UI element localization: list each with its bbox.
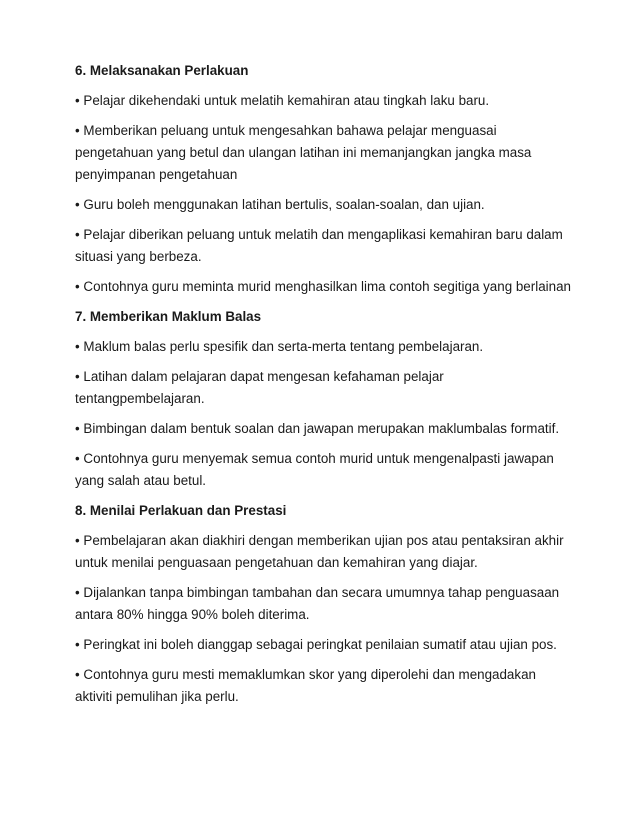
section-8 [75, 500, 575, 708]
section-heading: 8. Menilai Perlakuan dan Prestasi [75, 503, 287, 518]
bullet-paragraph: • Maklum balas perlu spesifik dan serta-merta tentang pembelajaran. [75, 339, 484, 354]
section-heading: 7. Memberikan Maklum Balas [75, 309, 262, 324]
bullet-paragraph: • Guru boleh menggunakan latihan bertulis, soalan-soalan, dan ujian. [75, 197, 485, 212]
bullet-paragraph: • Bimbingan dalam bentuk soalan dan jawapan merupakan maklumbalas formatif. [75, 421, 560, 436]
section-heading: 6. Melaksanakan Perlakuan [75, 63, 249, 78]
bullet-paragraph: • Contohnya guru meminta murid menghasilkan lima contoh segitiga yang berlainan [75, 279, 571, 294]
bullet-paragraph: • Peringkat ini boleh dianggap sebagai peringkat penilaian sumatif atau ujian pos. [75, 637, 557, 652]
bullet-paragraph: • Memberikan peluang untuk mengesahkan bahawa pelajar menguasai pengetahuan yang betul dan ulangan latihan ini memanjangkan jangka masa penyimpanan pengetahuan [75, 123, 532, 182]
bullet-paragraph: • Contohnya guru menyemak semua contoh murid untuk mengenalpasti jawapan yang salah atau betul. [75, 451, 554, 488]
bullet-paragraph: • Pelajar dikehendaki untuk melatih kemahiran atau tingkah laku baru. [75, 93, 490, 108]
bullet-paragraph: • Pelajar diberikan peluang untuk melatih dan mengaplikasi kemahiran baru dalam situasi yang berbeza. [75, 227, 563, 264]
bullet-paragraph: • Contohnya guru mesti memaklumkan skor yang diperolehi dan mengadakan aktiviti pemulihan jika perlu. [75, 667, 536, 704]
document-page [75, 60, 575, 716]
bullet-paragraph: • Pembelajaran akan diakhiri dengan memberikan ujian pos atau pentaksiran akhir untuk menilai penguasaan pengetahuan dan kemahiran yang diajar. [75, 533, 564, 570]
section-7 [75, 306, 575, 492]
bullet-paragraph: • Latihan dalam pelajaran dapat mengesan kefahaman pelajar tentangpembelajaran. [75, 369, 444, 406]
section-6 [75, 60, 575, 298]
bullet-paragraph: • Dijalankan tanpa bimbingan tambahan dan secara umumnya tahap penguasaan antara 80% hingga 90% boleh diterima. [75, 585, 560, 622]
